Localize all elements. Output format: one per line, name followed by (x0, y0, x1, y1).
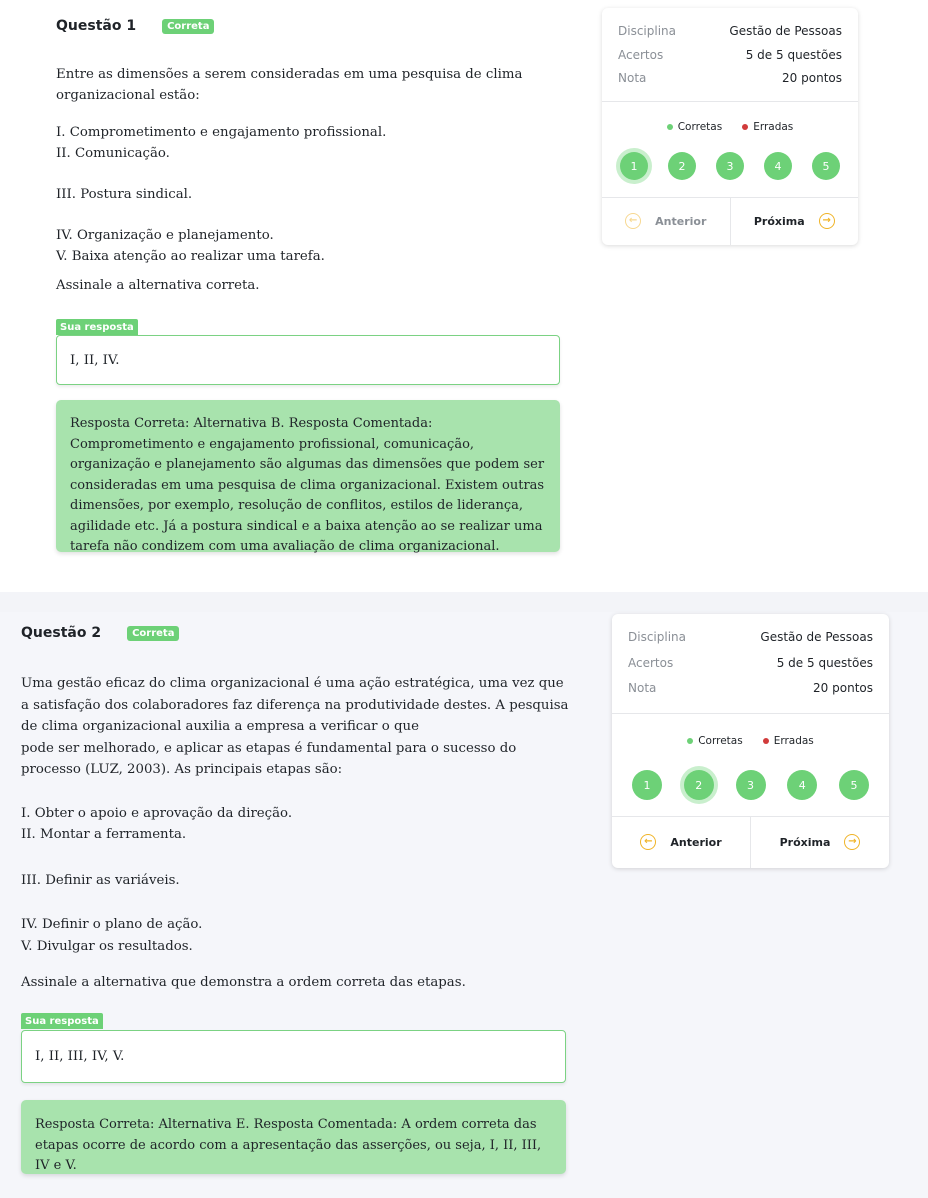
legend-wrong-label: Erradas (753, 121, 794, 133)
legend-correct-label: Corretas (677, 121, 723, 133)
assertion-4: IV. Organização e planejamento. (56, 228, 274, 243)
summary-row-nota (618, 71, 842, 85)
correct-dot-icon (687, 738, 693, 744)
question-panel-2 (0, 612, 928, 1198)
divider (612, 713, 889, 714)
assertion-3: III. Postura sindical. (56, 187, 193, 202)
correct-dot-icon (667, 124, 673, 130)
question-navigator (602, 152, 858, 180)
disciplina-value: Gestão de Pessoas (760, 630, 873, 644)
question-nav-4[interactable]: 4 (764, 152, 792, 180)
assertion-4: IV. Definir o plano de ação. (21, 917, 203, 932)
question-panel-1 (0, 0, 928, 592)
previous-button[interactable] (602, 197, 731, 245)
status-badge: Correta (127, 626, 179, 641)
assertion-1: I. Obter o apoio e aprovação da direção. (21, 805, 293, 821)
disciplina-label: Disciplina (618, 24, 677, 38)
arrow-left-icon: ← (640, 834, 656, 850)
summary-row-acertos (628, 656, 873, 670)
legend (612, 735, 889, 747)
your-answer-box (21, 1030, 566, 1083)
summary-row-nota (628, 681, 873, 695)
acertos-label: Acertos (618, 48, 664, 62)
assertion-1: I. Comprometimento e engajamento profissional. (56, 125, 387, 140)
question-statement-cont: pode ser melhorado, e aplicar as etapas é fundamental para o sucesso do processo (LUZ, 2003). As principais etapas são: (21, 740, 517, 777)
assertion-5: V. Baixa atenção ao realizar uma tarefa. (56, 249, 325, 264)
previous-label: Anterior (655, 214, 707, 228)
question-nav-1[interactable]: 1 (632, 770, 662, 800)
summary-row-disciplina (628, 630, 873, 644)
disciplina-label: Disciplina (628, 630, 687, 644)
legend (602, 121, 858, 133)
question-nav-3[interactable]: 3 (736, 770, 766, 800)
your-answer-text: I, II, IV. (70, 352, 120, 368)
your-answer-label: Sua resposta (56, 319, 138, 335)
legend-wrong-label: Erradas (773, 735, 814, 747)
question-instruction: Assinale a alternativa correta. (56, 278, 260, 293)
question-nav-5[interactable]: 5 (839, 770, 869, 800)
summary-card (602, 8, 858, 245)
divider (602, 101, 858, 102)
assertion-2: II. Montar a ferramenta. (21, 827, 187, 842)
next-label: Próxima (779, 835, 831, 849)
assertion-3: III. Definir as variáveis. (21, 872, 180, 888)
question-nav-4[interactable]: 4 (787, 770, 817, 800)
legend-wrong (763, 735, 814, 747)
arrow-left-icon: ← (625, 213, 641, 229)
acertos-value: 5 de 5 questões (776, 656, 873, 670)
question-instruction: Assinale a alternativa que demonstra a ordem correta das etapas. (21, 975, 466, 990)
legend-correct (687, 735, 742, 747)
summary-row-disciplina (618, 24, 842, 38)
question-text (56, 64, 546, 296)
question-nav-1[interactable]: 1 (620, 152, 648, 180)
question-statement: Entre as dimensões a serem consideradas em uma pesquisa de clima organizacional estão: (56, 67, 523, 103)
acertos-value: 5 de 5 questões (745, 48, 842, 62)
question-nav-2[interactable]: 2 (684, 770, 714, 800)
question-statement: Uma gestão eficaz do clima organizacional é uma ação estratégica, uma vez que a satisfação dos colaboradores faz diferença na produtividade destes. A pesquisa de clima organizacional auxilia a empresa a verificar o que (21, 676, 569, 734)
arrow-right-icon: → (819, 213, 835, 229)
pagination (612, 816, 889, 868)
summary-card (612, 614, 889, 868)
question-nav-2[interactable]: 2 (668, 152, 696, 180)
answer-comment-text: Resposta Correta: Alternativa B. Resposta Comentada: Comprometimento e engajamento profissional, comunicação, organização e planejamento são algumas das dimensões que podem ser consideradas em uma pesquisa de clima organizacional. Existem outras dimensões, por exemplo, resolução de conflitos, estilos de liderança, agilidade etc. Já a postura sindical e a baixa atenção ao se realizar uma tarefa não condizem com uma avaliação de clima organizacional. (70, 416, 545, 554)
acertos-label: Acertos (628, 656, 674, 670)
assertion-2: II. Comunicação. (56, 146, 170, 161)
legend-correct-label: Corretas (698, 735, 743, 747)
status-badge: Correta (162, 19, 214, 34)
question-text (21, 673, 569, 994)
next-label: Próxima (753, 214, 805, 228)
your-answer-label: Sua resposta (21, 1013, 103, 1029)
next-button[interactable] (731, 197, 859, 245)
question-title: Questão 1 (56, 18, 137, 34)
next-button[interactable] (751, 816, 889, 868)
your-answer-text: I, II, III, IV, V. (35, 1049, 125, 1064)
question-header (21, 625, 179, 641)
assertion-5: V. Divulgar os resultados. (21, 938, 193, 954)
question-nav-5[interactable]: 5 (812, 152, 840, 180)
question-title: Questão 2 (21, 625, 102, 641)
wrong-dot-icon (763, 738, 769, 744)
answer-comment-box (21, 1100, 566, 1174)
answer-comment-box (56, 400, 560, 552)
legend-correct (667, 121, 722, 133)
nota-value: 20 pontos (813, 681, 873, 695)
question-header (56, 18, 214, 34)
previous-label: Anterior (670, 835, 722, 849)
pagination (602, 197, 858, 245)
arrow-right-icon: → (844, 834, 860, 850)
nota-label: Nota (628, 681, 657, 695)
previous-button[interactable] (612, 816, 751, 868)
legend-wrong (742, 121, 793, 133)
nota-label: Nota (618, 71, 647, 85)
your-answer-box (56, 335, 560, 385)
question-nav-3[interactable]: 3 (716, 152, 744, 180)
disciplina-value: Gestão de Pessoas (729, 24, 842, 38)
wrong-dot-icon (742, 124, 748, 130)
nota-value: 20 pontos (782, 71, 842, 85)
question-navigator (612, 770, 889, 800)
answer-comment-text: Resposta Correta: Alternativa E. Resposta Comentada: A ordem correta das etapas ocorre de acordo com a apresentação das asserções, ou seja, I, II, III, IV e V. (35, 1117, 542, 1173)
summary-row-acertos (618, 48, 842, 62)
